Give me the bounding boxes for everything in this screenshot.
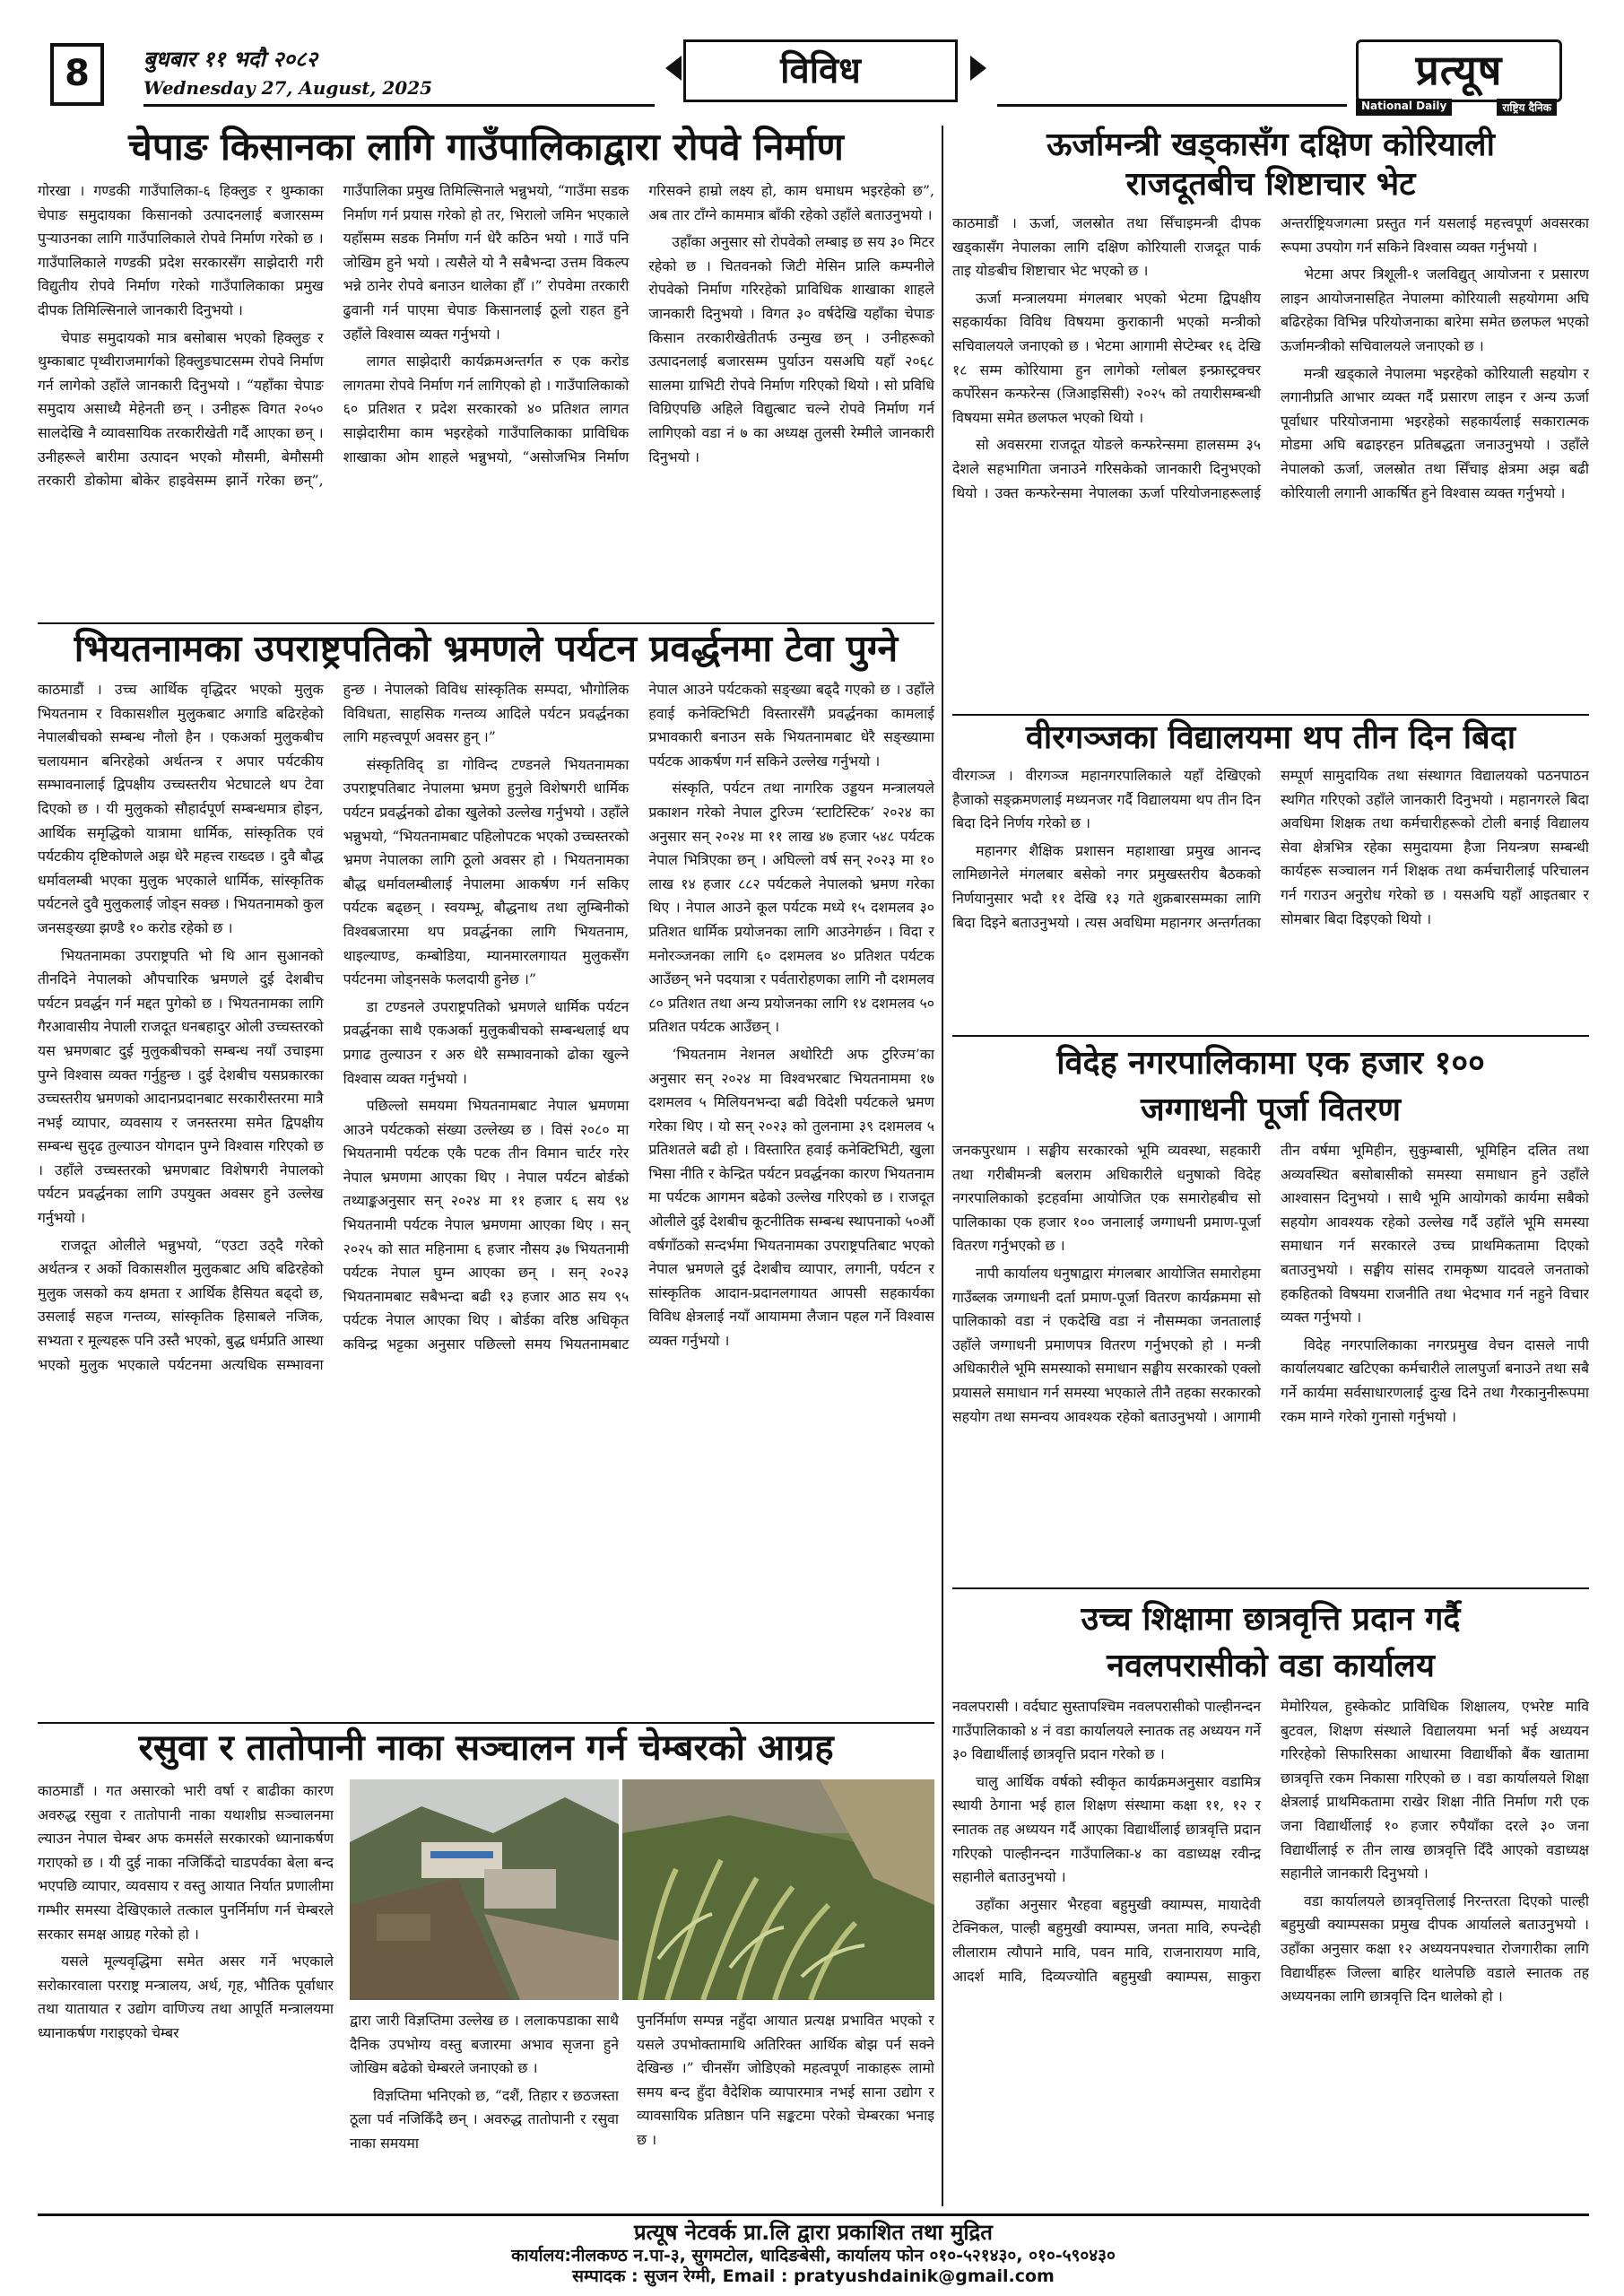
article-vietnam — [38, 678, 934, 1717]
headline-scholarship — [952, 1596, 1589, 1690]
headline-chepang: चेपाङ किसानका लागि गाउँपालिकाद्वारा रोपवे निर्माण — [128, 125, 844, 169]
paragraph: ऊर्जा मन्त्रालयमा मंगलबार भएको भेटमा द्विपक्षीय सहकार्यका विविध विषयमा कुराकानी भएको मन्त्रीको सचिवालयले जनाएको छ । भेटमा आगामी सेप्टेम्बर १६ देखि १८ सम्म कोरियामा हुन लागेको ग्लोबल इन्फ्रास्ट्रक्चर कर्पोरेसन कन्फरेन्स (जिआइसिसी) २०२५ को तयारीसम्बन्धी विषयमा समेत छलफल भएको थियो । — [952, 289, 1261, 426]
paragraph: डा टण्डनले उपराष्ट्रपतिको भ्रमणले धार्मिक पर्यटन प्रवर्द्धनका साथै एकअर्का मुलुकबीचको सम्बन्धलाई थप प्रगाढ तुल्याउन र अरु धेरै सम्भावनाको ढोका खुल्ने विश्वास व्यक्त गर्नुभयो । — [343, 997, 630, 1087]
paragraph: वीरगञ्ज । वीरगञ्ज महानगरपालिकाले यहाँ देखिएको हैजाको सङ्क्रमणलाई मध्यनजर गर्दै विद्यालयमा थप तीन दिन बिदा दिने निर्णय गरेको छ । — [952, 767, 1261, 832]
footer-publisher: प्रत्यूष नेटवर्क प्रा.लि द्वारा प्रकाशित तथा मुद्रित — [633, 2220, 993, 2245]
footer — [38, 2219, 1589, 2287]
newspaper-logo — [1356, 39, 1557, 115]
paragraph: उहाँका अनुसार सो रोपवेको लम्बाइ छ सय ३० मिटर रहेको छ । चितवनको जिटी मेसिन प्रालि कम्पनीले रोपवेको निर्माण गरिरहेको प्राविधिक शाखाका शाहले जानकारी दिनुभयो । विगत ३० वर्षदेखि यहाँका चेपाङ किसान तरकारीखेतीतर्फ उन्मुख छन् । उनीहरूको उत्पादनलाई बजारसम्म पुर्याउन यसअघि यहाँ २०६८ सालमा ग्राभिटी रोपवे निर्माण गरिएको थियो । सो प्रविधि विग्रिएपछि अहिले विद्युत्बाट चल्ने रोपवे निर्माण गर्न लागिएको वडा नं ७ का अध्यक्ष तुलसी रेम्मीले जानकारी दिनुभयो । — [648, 233, 934, 465]
logo-tag-nepali: राष्ट्रिय दैनिक — [1497, 99, 1557, 116]
rule — [952, 1035, 1589, 1037]
paragraph: राजदूत ओलीले भन्नुभयो, “एउटा उठ्दै गरेको अर्थतन्त्र र अर्को विकासशील मुलुकबाट अघि बढिरहेको मुलुक जसको कय क्षमता र आर्थिक हैसियत बढ्दो छ, उसलाई सहज गन्तव्य, सांस्कृतिक हिसाबले नजिक, सभ्यता र मूल्यहरू पनि उस्तै भएको, बुद्ध धर्मप्रति आस्था भएको मुलुक भएकाले पर्यटनमा अत्यधिक सम्भावना हुन्छ । नेपालको विविध सांस्कृतिक सम्पदा, भौगोलिक विविधता, साहसिक गन्तव्य आदिले पर्यटन प्रवर्द्धनका लागि महत्त्वपूर्ण अवसर हुन् ।” — [38, 681, 630, 1373]
arrow-left-icon — [665, 56, 682, 81]
article-energy — [952, 212, 1589, 710]
paragraph: संस्कृतिविद् डा गोविन्द टण्डनले भियतनामका उपराष्ट्रपतिबाट नेपालमा भ्रमण हुनुले विशेषगरी धार्मिक पर्यटन प्रवर्द्धनको ढोका खुलेको उल्लेख गर्नुभयो । उहाँले भन्नुभयो, “भियतनामबाट पहिलोपटक भएको उच्चस्तरको भ्रमण नेपालका लागि ठूलो अवसर हो । भियतनामका बौद्ध धर्मावलम्बीलाई नेपालमा आकर्षण गर्न सकिए पर्यटक बढ्छन् । स्वयम्भू, बौद्धनाथ तथा लुम्बिनीको विश्वबजारमा थप प्रवर्द्धनका लागि भियतनाम, थाइल्याण्ड, कम्बोडिया, म्यानमारलगायत मुलुकसँग पर्यटनमा जोड्नसके फलदायी हुनेछ ।” — [343, 755, 630, 988]
rule — [38, 1722, 934, 1724]
header-rule-left — [143, 104, 655, 107]
headline-videha — [952, 1040, 1589, 1134]
page-number: 8 — [50, 43, 104, 106]
paragraph: गोरखा । गण्डकी गाउँपालिका-६ हिक्लुङ र थुम्काका चेपाङ समुदायका किसानको उत्पादनलाई बजारसम्म पुऱ्याउनका लागि गाउँपालिकाले रोपवे निर्माण गरेको छ । गाउँपालिकाले गण्डकी प्रदेश सरकारसँग साझेदारी गरी विद्युतीय रोपवे निर्माण गरेको गाउँपालिकाका प्रमुख दीपक तिमिल्सिनाले जानकारी दिनुभयो । — [38, 182, 324, 318]
article-rasuwa-col2 — [350, 2009, 619, 2210]
article-birgunj — [952, 764, 1589, 1033]
paragraph: जनकपुरधाम । सङ्घीय सरकारको भूमि व्यवस्था, सहकारी तथा गरीबीमन्त्री बलराम अधिकारीले धनुषाको विदेह नगरपालिकाको इटहर्वामा आयोजित एक समारोहबीच सो पालिकाका एक हजार १०० जनालाई जग्गाधनी प्रमाण-पूर्जा वितरण गर्नुभएको छ । — [952, 1142, 1261, 1255]
paragraph: भियतनामका उपराष्ट्रपति भो थि आन सुआनको तीनदिने नेपालको औपचारिक भ्रमणले दुई देशबीच पर्यटन प्रवर्द्धन गर्न मद्दत पुगेको छ । भियतनामका लागि गैरआवासीय नेपाली राजदूत धनबहादुर ओली उच्चस्तरको यस भ्रमणबाट दुई मुलुकबीचको सम्बन्ध नयाँ उचाइमा पुग्ने विश्वास व्यक्त गर्नुहुन्छ । दुई देशबीच यसप्रकारका उच्चस्तरीय भ्रमणको आदानप्रदानबाट सरकारीस्तरमा मात्रै नभई व्यापार, व्यवसाय र जनस्तरमा समेत द्विपक्षीय सम्बन्ध सुदृढ तुल्याउन योगदान पुग्ने विश्वास गरिएको छ । उहाँले उच्चस्तरको भ्रमणबाट विशेषगरी नेपालको पर्यटन प्रवर्द्धनका लागि उपयुक्त अवसर हुने उल्लेख गर्नुभयो । — [38, 946, 324, 1227]
rule — [952, 714, 1589, 716]
date-nepali: बुधबार ११ भदौ २०८२ — [143, 47, 317, 72]
headline-scholarship-line2: नवलपरासीको वडा कार्यालय — [1107, 1648, 1435, 1684]
paragraph: संस्कृति, पर्यटन तथा नागरिक उड्डयन मन्त्रालयले प्रकाशन गरेको नेपाल टुरिज्म ‘स्टाटिस्टिक’ २०२४ का अनुसार सन् २०२४ मा ११ लाख ४७ हजार ५४८ पर्यटक नेपाल भित्रिएका छन् । अघिल्लो वर्ष सन् २०२३ मा १० लाख १४ हजार ८८२ पर्यटकले नेपालको भ्रमण गरेका थिए । नेपाल आउने कूल पर्यटक मध्ये १५ दशमलव ३० प्रतिशत धार्मिक प्रयोजनका लागि आउनेगर्छन । विदा र मनोरञ्जनका लागि ६० दशमलव ४० प्रतिशत पर्यटक आउँछन् भने पदयात्रा र पर्वतारोहणका लागि नौ दशमलव ८० प्रतिशत तथा अन्य प्रयोजनका लागि १४ दशमलव ५० प्रतिशत पर्यटक आउँछन् । — [648, 779, 934, 1036]
headline-scholarship-line1: उच्च शिक्षामा छात्रवृत्ति प्रदान गर्दै — [1081, 1601, 1461, 1638]
headline-energy-line1: ऊर्जामन्त्री खड्कासँग दक्षिण कोरियाली — [1046, 126, 1495, 163]
paragraph: यसले मूल्यवृद्धिमा समेत असर गर्ने भएकाले सरोकारवाला परराष्ट्र मन्त्रालय, अर्थ, गृह, भौतिक पूर्वाधार तथा यातायात र उद्योग वाणिज्य तथा आपूर्ति मन्त्रालयमा ध्यानाकर्षण गराइएको चेम्बर — [38, 1952, 334, 2041]
paragraph: लागत साझेदारी कार्यक्रमअन्तर्गत रु एक करोड लागतमा रोपवे निर्माण गर्न लागिएको हो । गाउँपालिकाको ६० प्रतिशत र प्रदेश सरकारको ४० प्रतिशत लागत साझेदारीमा काम भइरहेको गाउँपालिकाका प्राविधिक शाखाका ओम शाहले भन्नुभयो, “असोजभित्र निर्माण गरिसक्ने हाम्रो लक्ष्य हो, काम धमाधम भइरहेको छ”, अब तार टाँग्ने काममात्र बाँकी रहेको उहाँले बताउनुभयो । — [343, 182, 934, 465]
paragraph: वडा कार्यालयले छात्रवृत्तिलाई निरन्तरता दिएको पाल्ही बहुमुखी क्याम्पसका प्रमुख दीपक आर्यालले बताउनुभयो । उहाँका अनुसार कक्षा १२ अध्ययनपश्चात रोजगारीका लागि विद्यार्थीहरू जिल्ला बाहिर थालेपछि वडाले स्नातक तह अध्ययनका लागि छात्रवृत्ति दिन थालेको हो । — [1281, 1892, 1589, 2005]
logo-tagline — [1356, 99, 1557, 116]
article-rasuwa-col3 — [637, 2009, 934, 2210]
photo-landslide-village — [350, 1779, 619, 2000]
photo-crops-field — [622, 1779, 934, 2000]
logo-wordmark: प्रत्यूष — [1356, 39, 1562, 102]
headline-birgunj: वीरगञ्जका विद्यालयमा थप तीन दिन बिदा — [1025, 719, 1516, 756]
paragraph: नापी कार्यालय धनुषाद्वारा मंगलबार आयोजित समारोहमा गाउँब्लक जग्गाधनी दर्ता प्रमाण-पूर्जा वितरण कार्यक्रममा सो पालिकाको वडा नं एकदेखि वडा नं नौसम्मका जनतालाई उहाँले जग्गाधनी प्रमाणपत्र वितरण गर्नुभएको हो । मन्त्री अधिकारीले भूमि समस्याको समाधान सङ्घीय सरकारको एक्लो प्रयासले समाधान गर्न समस्या भएकाले तीनै तहका सरकारको सहयोग तथा समन्वय आवश्यक रहेको बताउनुभयो । आगामी तीन वर्षमा भूमिहीन, सुकुम्बासी, भूमिहिन दलित तथा अव्यवस्थित बसोबासीको समस्या समाधान हुने उहाँले आश्वासन दिनुभयो । साथै भूमि आयोगको कार्यमा सबैको सहयोग आवश्यक रहेको उल्लेख गर्दै उहाँले भूमि समस्या समाधान गर्न सरकारले उच्च प्राथमिकतामा दिएको बताउनुभयो । सङ्घीय सांसद रामकृष्ण यादवले जनताको हकहितको विषयमा राजनीति तथा भेदभाव गर्न नहुने विचार व्यक्त गर्नुभयो । — [952, 1142, 1589, 1425]
paragraph: काठमाडौं । गत असारको भारी वर्षा र बाढीका कारण अवरुद्ध रसुवा र तातोपानी नाका यथाशीघ्र सञ्चालनमा ल्याउन नेपाल चेम्बर अफ कमर्सले सरकारको ध्यानाकर्षण गराएको छ । यी दुई नाका नजिकिँदो चाडपर्वका बेला बन्द भएपछि व्यापार, व्यवसाय र वस्तु आयात निर्यात प्रणालीमा गम्भीर समस्या देखिएकाले तत्काल पुनर्निर्माण गर्न चेम्बरले सरकार समक्ष आग्रह गरेको हो । — [38, 1782, 334, 1943]
paragraph: सो अवसरमा राजदूत योङले कन्फरेन्समा हालसम्म ३५ देशले सहभागिता जनाउने गरिसकेको जानकारी दिनुभएको थियो । उक्त कन्फरेन्समा नेपालका ऊर्जा परियोजनाहरूलाई अन्तर्राष्ट्रियजगत्मा प्रस्तुत गर्न यसलाई महत्त्वपूर्ण अवसरका रूपमा उपयोग गर्न सकिने विश्वास व्यक्त गर्नुभयो । — [952, 214, 1589, 501]
paragraph: उहाँका अनुसार भैरहवा बहुमुखी क्याम्पस, मायादेवी टेक्निकल, पाल्ही बहुमुखी क्याम्पस, जनता मावि, रुपन्देही लीलाराम त्यौपाने मावि, पवन मावि, राजनारायण मावि, आदर्श मावि, दिव्यज्योति बहुमुखी क्याम्पस, साकुरा मेमोरियल, हुस्केकोट प्राविधिक शिक्षालय, एभरेष्ट मावि बुटवल, शिक्षण संस्थाले विद्यालयमा भर्ना भई अध्ययन गरिरहेको सिफारिसका आधारमा विद्यार्थीको बैंक खातामा छात्रवृत्ति रकम निकासा गरिएको छ । वडा कार्यालयले शिक्षा क्षेत्रलाई प्राथमिकतामा राखेर शिक्षा नीति निर्माण गरी एक जना विद्यार्थीलाई १० हजार रुपैयाँका दरले ३० जना विद्यार्थीलाई रु तीन लाख छात्रवृत्ति दिँदै आएको वडाध्यक्ष सहानीले जानकारी दिनुभयो । — [952, 1698, 1589, 1985]
rule — [38, 622, 934, 624]
article-rasuwa-col1 — [38, 1779, 334, 2210]
paragraph: चालु आर्थिक वर्षको स्वीकृत कार्यक्रमअनुसार वडामित्र स्थायी ठेगाना भई हाल शिक्षण संस्थामा कक्षा ११, १२ र स्नातक तह अध्ययन गर्दै आएका विद्यार्थीलाई छात्रवृत्ति प्रदान गरिएको पाल्हीनन्दन गाउँपालिका-४ का वडाध्यक्ष रवीन्द्र सहानीले बताउनुभयो । — [952, 1772, 1261, 1886]
paragraph: चेपाङ समुदायको मात्र बसोबास भएको हिक्लुङ र थुम्काबाट पृथ्वीराजमार्गको हिक्लुङघाटसम्म रोपवे निर्माण गर्न लागेको उहाँले जानकारी दिनुभयो । “यहाँका चेपाङ समुदाय असाध्यै मेहेनती छन् । उनीहरू विगत २०५० सालदेखि नै व्यावसायिक तरकारीखेती गर्दै आएका छन् । उनीहरूले बारीमा उत्पादन भएको मौसमी, बेमौसमी तरकारी डोकोमा बोकेर हाइवेसम्म झार्ने गरेका छन्”, गाउँपालिका प्रमुख तिमिल्सिनाले भन्नुभयो, “गाउँमा सडक निर्माण गर्न प्रयास गरेको हो तर, भिरालो जमिन भएकाले यहाँसम्म सडक निर्माण गर्न धेरै कठिन भयो । गाउँ पनि जोखिम हुने भयो । त्यसैले यो नै सबैभन्दा उत्तम विकल्प भन्ने ठानेर रोपवे बनाउन थालेका हौँ ।” रोपवेमा तरकारी ढुवानी गर्न पाएमा चेपाङ किसानलाई ठूलो राहत हुने उहाँले विश्वास व्यक्त गर्नुभयो । — [38, 182, 630, 490]
header-rule-right — [997, 104, 1347, 107]
headline-rasuwa: रसुवा र तातोपानी नाका सञ्चालन गर्न चेम्बरको आग्रह — [138, 1727, 834, 1769]
paragraph: काठमाडौं । उच्च आर्थिक वृद्धिदर भएको मुलुक भियतनाम र विकासशील मुलुकबाट अगाडि बढिरहेको नेपालबीचको सम्बन्ध नौलो हैन । एकअर्का मुलुकबीच चलायमान बनिरहेको अर्थतन्त्र र अपार पर्यटकीय सम्भावनालाई द्विपक्षीय उच्चस्तरीय भेटघाटले थप टेवा दिएको छ । यी मुलुकको सौहार्दपूर्ण सम्बन्धमात्र होइन, आर्थिक समृद्धिको यात्रामा धार्मिक, सांस्कृतिक एवं पर्यटकीय दृष्टिकोणले अझ धेरै महत्त्व राख्दछ । दुवै बौद्ध धर्मावलम्बी भएका मुलुक भएकाले धार्मिक, सांस्कृतिक पर्यटनले दुवै मुलुकलाई जोड्न सक्छ । भियतनामको कुल जनसङ्ख्या झण्डै १० करोड रहेको छ । — [38, 681, 324, 936]
headline-energy-line2: राजदूतबीच शिष्टाचार भेट — [1125, 166, 1416, 203]
footer-address: कार्यालय:नीलकण्ठ न.पा-३, सुगमटोल, धादिङबेसी, कार्यालय फोन ०१०-५२१४३०, ०१०-५९०४३० — [511, 2246, 1116, 2266]
paragraph: पछिल्लो समयमा भियतनामबाट नेपाल भ्रमणमा आउने पर्यटकको संख्या उल्लेख्य छ । विसं २०८० मा भियतनामी पर्यटक एकै पटक तीन विमान चार्टर गरेर नेपाल भ्रमणमा आएका थिए । नेपाल पर्यटन बोर्डको तथ्याङ्कअनुसार सन् २०२४ मा ११ हजार ६ सय ९४ भियतनामी पर्यटक नेपाल भ्रमणमा आएका थिए । सन् २०२५ को सात महिनामा ६ हजार नौसय ३७ भियतनामी पर्यटक नेपाल घुम्न आएका छन् । सन् २०२३ भियतनामबाट सबैभन्दा बढी १३ हजार आठ सय ९५ पर्यटक नेपाल आएका थिए । बोर्डका वरिष्ठ अधिकृत कविन्द्र भट्टका अनुसार पछिल्लो समय भियतनामबाट नेपाल आउने पर्यटकको सङ्ख्या बढ्दै गएको छ । उहाँले हवाई कनेक्टिभिटी विस्तारसँगै प्रवर्द्धनका कामलाई प्रभावकारी बनाउन सके भियतनामबाट धेरै सङ्ख्यामा पर्यटक आकर्षण गर्न सकिने उल्लेख गर्नुभयो । — [343, 681, 934, 1353]
paragraph: नवलपरासी । वर्दघाट सुस्तापश्चिम नवलपरासीको पाल्हीनन्दन गाउँपालिकाको ४ नं वडा कार्यालयले स्नातक तह अध्ययन गर्ने ३० विद्यार्थीलाई छात्रवृत्ति प्रदान गरेको छ । — [952, 1698, 1261, 1763]
paragraph: महानगर शैक्षिक प्रशासन महाशाखा प्रमुख आनन्द लामिछानेले मंगलबार बसेको नगर प्रमुखस्तरीय बैठकको निर्णयानुसार भदौ ११ देखि १३ गते शुक्रबारसम्मका लागि बिदा दिइने बताउनुभयो । त्यस अवधिमा महानगर अन्तर्गतका सम्पूर्ण सामुदायिक तथा संस्थागत विद्यालयको पठनपाठन स्थगित गरिएको उहाँले जानकारी दिनुभयो । महानगरले बिदा अवधिमा शिक्षक तथा कर्मचारीहरूको टोली बनाई विद्यालय सेवा क्षेत्रभित्र रहेका समुदायमा हैजा नियन्त्रण सम्बन्धी कार्यहरू सञ्चालन गर्न शिक्षक तथा कर्मचारीलाई परिचालन गर्न गराउन अनुरोध गरेको छ । यसअघि यहाँ आइतबार र सोमबार बिदा दिइएको थियो । — [952, 767, 1589, 931]
headline-videha-line2: जग्गाधनी पूर्जा वितरण — [1140, 1091, 1402, 1128]
headline-energy — [952, 126, 1589, 204]
paragraph: विज्ञप्तिमा भनिएको छ, “दशैं, तिहार र छठजस्ता ठूला पर्व नजिकिँदै छन् । अवरुद्ध तातोपानी र रसुवा नाका समयमा — [350, 2086, 619, 2152]
paragraph: द्वारा जारी विज्ञप्तिमा उल्लेख छ । ललाकपडाका साथै दैनिक उपभोग्य वस्तु बजारमा अभाव सृजना हुने जोखिम बढेको चेम्बरले जनाएको छ । — [350, 2012, 619, 2077]
date-block — [143, 45, 432, 102]
headline-vietnam: भियतनामका उपराष्ट्रपतिको भ्रमणले पर्यटन प्रवर्द्धनमा टेवा पुग्ने — [74, 627, 899, 670]
arrow-right-icon — [970, 56, 986, 81]
paragraph: पुनर्निर्माण सम्पन्न नहुँदा आयात प्रत्यक्ष प्रभावित भएको र यसले उपभोक्तामाथि अतिरिक्त आर्थिक बोझ पर्न सक्ने देखिन्छ ।” चीनसँग जोडिएको महत्वपूर्ण नाकाहरू लामो समय बन्द हुँदा वैदेशिक व्यापारमात्र नभई साना उद्योग र व्यावसायिक प्रतिष्ठान पनि सङ्कटमा परेको चेम्बरका भनाइ छ । — [637, 2012, 934, 2148]
paragraph: मन्त्री खड्काले नेपालमा भइरहेको कोरियाली सहयोग र लगानीप्रति आभार व्यक्त गर्दै प्रसारण लाइन र अन्य ऊर्जा पूर्वाधार परियोजनामा भइरहेको सहकार्यलाई सकारात्मक मोडमा अघि बढाइरहन प्रतिबद्धता जनाउनुभयो । उहाँले नेपालको ऊर्जा, जलस्रोत तथा सिँचाइ क्षेत्रमा अझ बढी कोरियाली लगानी आकर्षित हुने विश्वास व्यक्त गर्नुभयो । — [1281, 364, 1589, 501]
logo-tag-english: National Daily — [1356, 99, 1452, 116]
footer-rule — [38, 2213, 1589, 2216]
headline-videha-line1: विदेह नगरपालिकामा एक हजार १०० — [1056, 1045, 1485, 1082]
section-title: विविध — [683, 39, 958, 102]
column-divider — [942, 126, 943, 2206]
paragraph: ‘भियतनाम नेशनल अथोरिटी अफ टुरिज्म’का अनुसार सन् २०२४ मा विश्वभरबाट भियतनाममा १७ दशमलव ५ मिलियनभन्दा बढी विदेशी पर्यटकले भ्रमण गरेका थिए । यो सन् २०२३ को तुलनामा ३९ दशमलव ५ प्रतिशतले बढी हो । विस्तारित हवाई कनेक्टिभिटी, खुला भिसा नीति र केन्द्रित पर्यटन प्रवर्द्धनका कारण भियतनाम मा पर्यटक आगमन बढेको उल्लेख गरिएको छ । राजदूत ओलीले दुई देशबीच कूटनीतिक सम्बन्ध स्थापनाको ५०औं वर्षगाँठको सन्दर्भमा भियतनामका उपराष्ट्रपतिबाट भएको नेपाल भ्रमणले दुई देशबीच व्यापार, लगानी, पर्यटन र सांस्कृतिक आदान-प्रदानलगायत आपसी सहकार्यका विविध क्षेत्रलाई नयाँ आयाममा लैजान पहल गर्ने विश्वास व्यक्त गर्नुभयो । — [648, 1045, 934, 1350]
paragraph: विदेह नगरपालिकाका नगरप्रमुख वेचन दासले नापी कार्यालयबाट खटिएका कर्मचारीले लालपुर्जा बनाउने तथा सबै गर्ने कार्यमा सर्वसाधारणलाई दुःख दिने तथा गैरकानुनीरूपमा रकम माग्ने गरेको गुनासो गर्नुभयो । — [1281, 1335, 1589, 1425]
article-chepang — [38, 179, 934, 619]
paragraph: काठमाडौं । ऊर्जा, जलस्रोत तथा सिँचाइमन्त्री दीपक खड्कासँग नेपालका लागि दक्षिण कोरियाली राजदूत पार्क ताइ योङबीच शिष्टाचार भेट भएको छ । — [952, 214, 1261, 280]
rule — [952, 1587, 1589, 1589]
date-english: Wednesday 27, August, 2025 — [143, 77, 433, 99]
article-videha — [952, 1139, 1589, 1573]
footer-editor: सम्पादक : सुजन रेग्मी, Email : pratyushdainik@gmail.com — [572, 2266, 1055, 2286]
paragraph: भेटमा अपर त्रिशूली-१ जलविद्युत् आयोजना र प्रसारण लाइन आयोजनासहित नेपालमा कोरियाली सहयोगमा अघि बढिरहेका विभिन्न परियोजनाका बारेमा समेत छलफल भएको ऊर्जामन्त्रीको सचिवालयले जनाएको छ । — [1281, 265, 1589, 354]
masthead — [38, 36, 1589, 118]
article-scholarship — [952, 1695, 1589, 2208]
